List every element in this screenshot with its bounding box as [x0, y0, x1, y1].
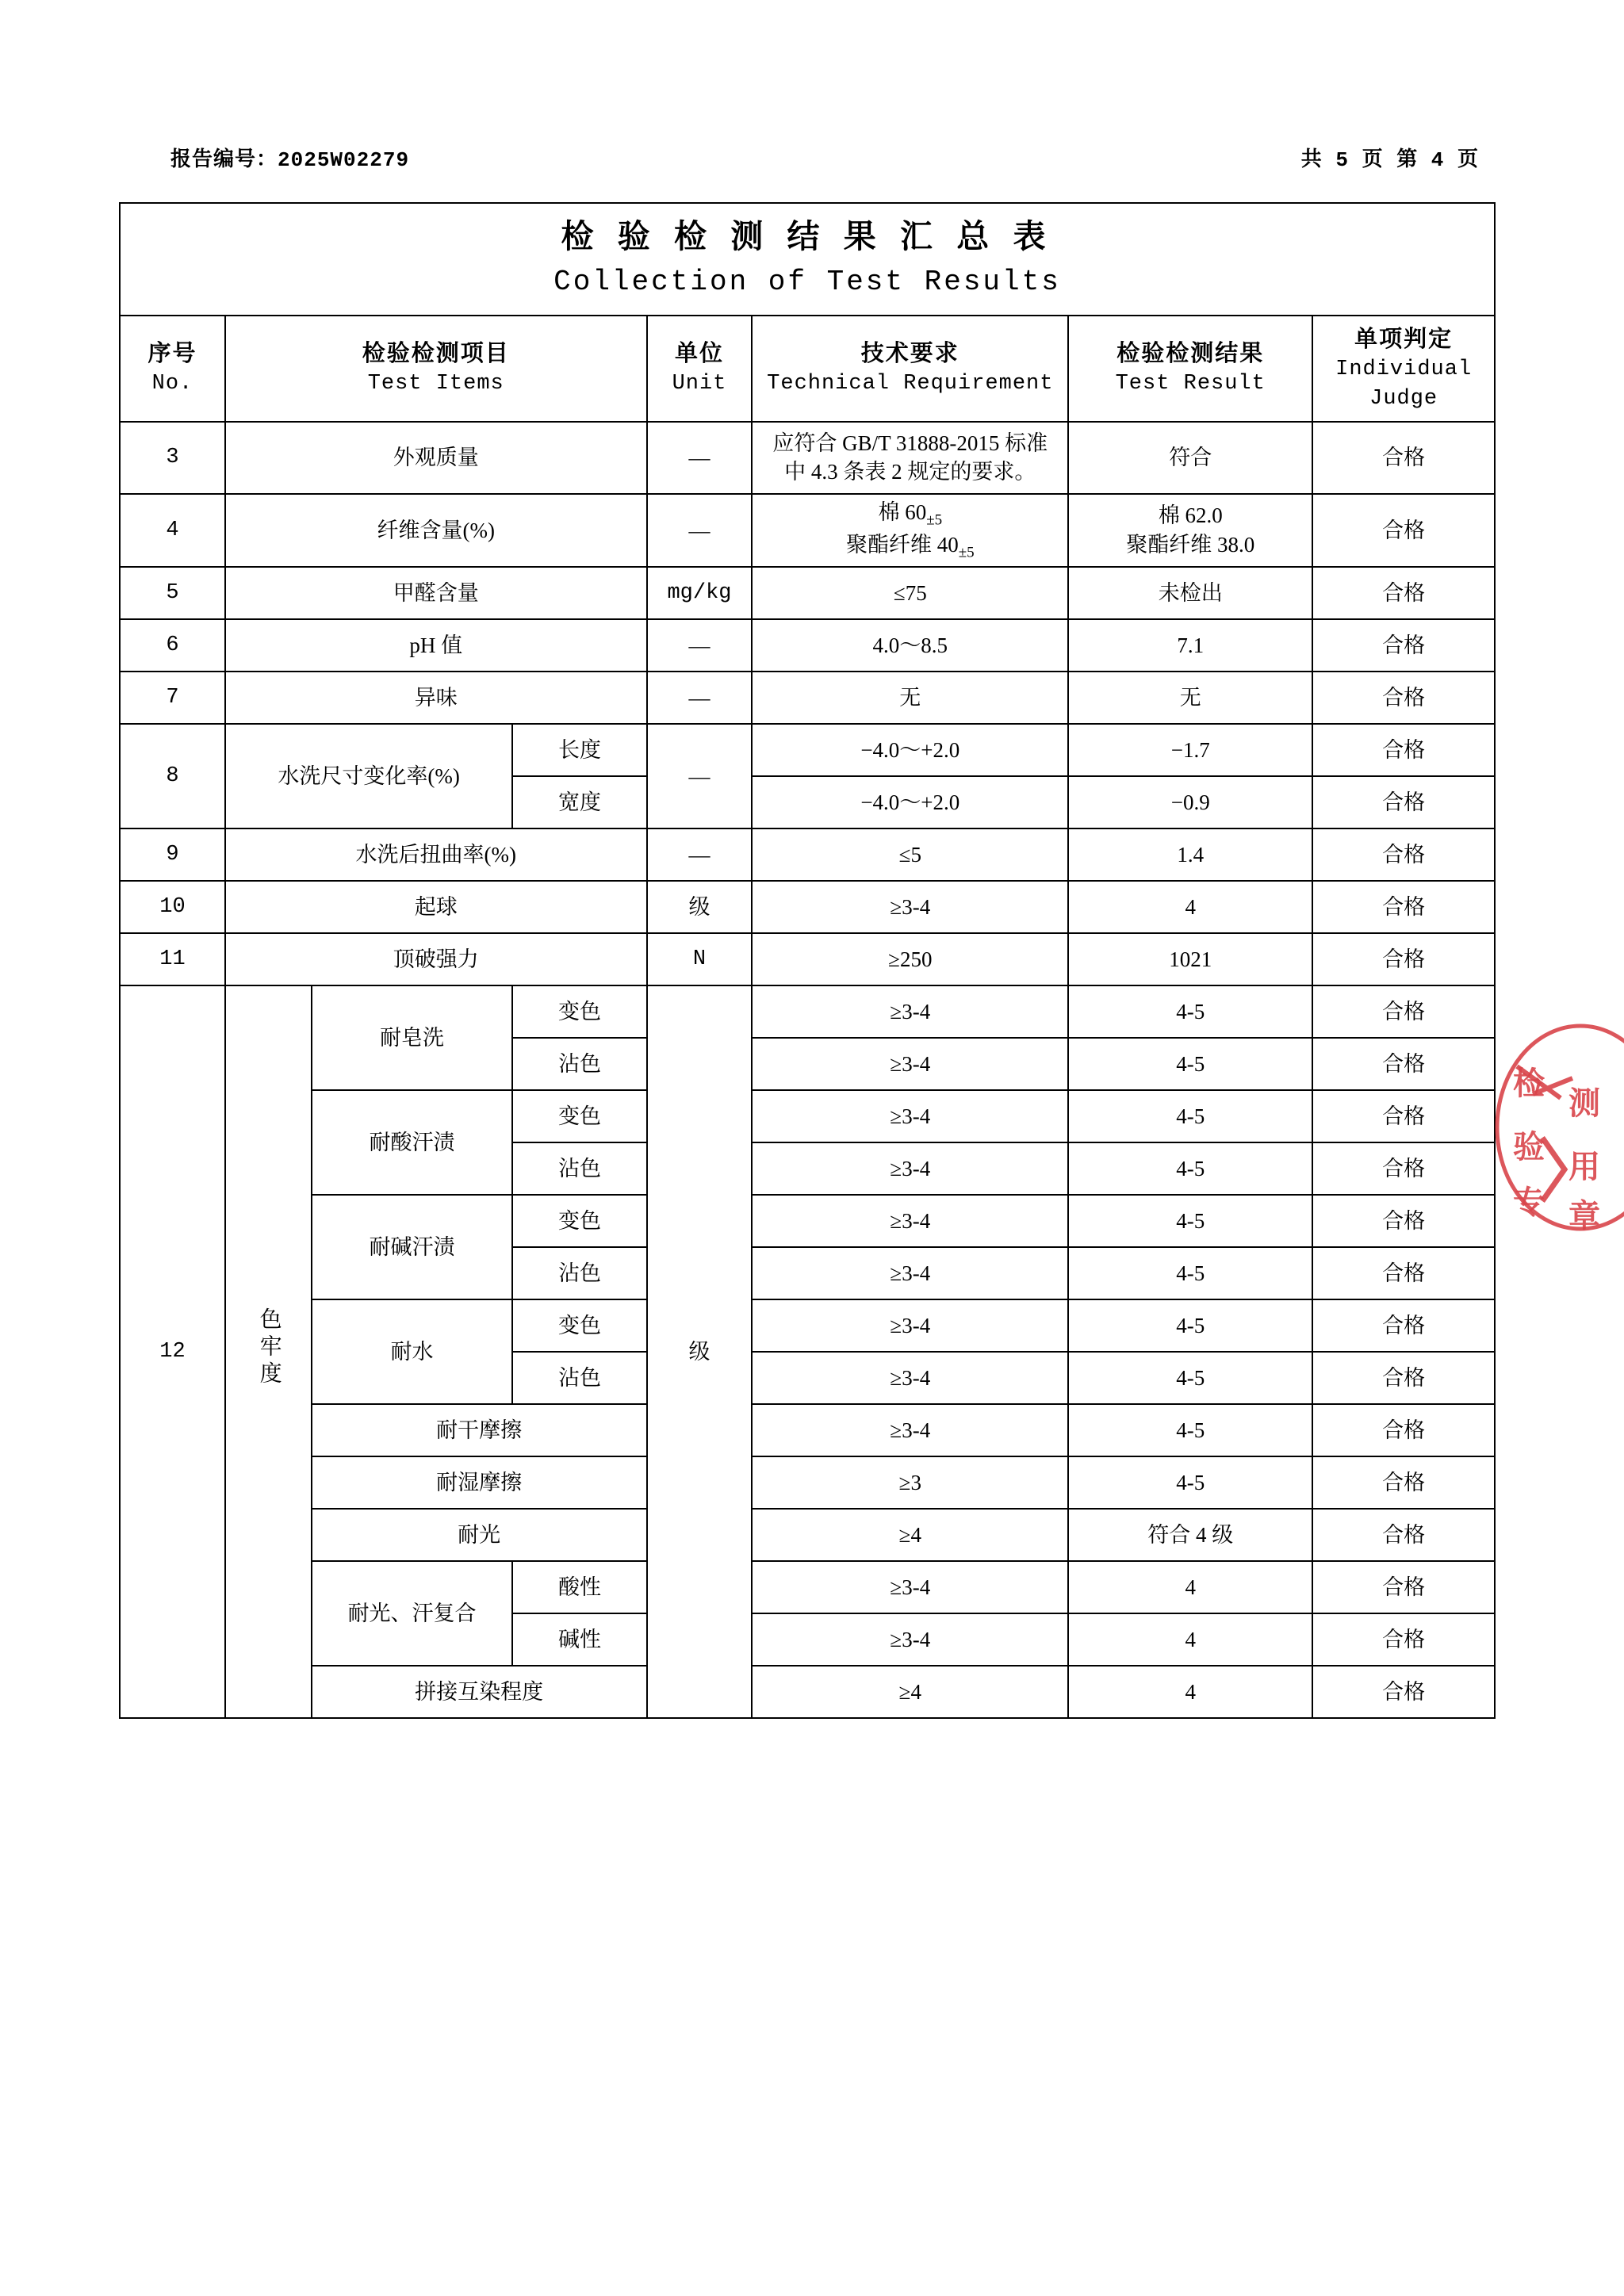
table-row	[120, 1666, 1495, 1718]
row-requirement: ≥3-4	[752, 1352, 1068, 1404]
row-judge: 合格	[1312, 422, 1495, 494]
table-row	[120, 567, 1495, 619]
row-judge: 合格	[1312, 1352, 1495, 1404]
col-header-items	[225, 316, 647, 422]
row-judge: 合格	[1312, 619, 1495, 672]
subitem-name: 耐水	[312, 1299, 513, 1404]
row-judge: 合格	[1312, 776, 1495, 828]
row-result: 4	[1068, 1613, 1312, 1666]
row-result: 无	[1068, 672, 1312, 724]
table-row	[120, 881, 1495, 933]
requirement-line-1	[755, 498, 1065, 530]
table-row	[120, 1195, 1495, 1247]
row-item: 纤维含量(%)	[225, 494, 647, 567]
row-judge: 合格	[1312, 1142, 1495, 1195]
row-unit: N	[647, 933, 753, 985]
col-header-no	[120, 316, 225, 422]
col-header-requirement	[752, 316, 1068, 422]
row-judge: 合格	[1312, 828, 1495, 881]
col-header-no-cn: 序号	[147, 341, 197, 367]
row-result: 1021	[1068, 933, 1312, 985]
row-subitem-label: 宽度	[512, 776, 646, 828]
svg-text:验: 验	[1513, 1129, 1545, 1165]
row-item: 水洗后扭曲率(%)	[225, 828, 647, 881]
row-unit: —	[647, 672, 753, 724]
row-result: 4-5	[1068, 1456, 1312, 1509]
row-judge: 合格	[1312, 1299, 1495, 1352]
row-item: 顶破强力	[225, 933, 647, 985]
row-no: 3	[120, 422, 225, 494]
row-requirement: ≥3-4	[752, 1561, 1068, 1613]
row-requirement: −4.0～+2.0	[752, 776, 1068, 828]
col-header-result-en: Test Result	[1115, 372, 1266, 396]
requirement-line-1-sub: ±5	[926, 511, 943, 529]
row-requirement: 应符合 GB/T 31888-2015 标准中 4.3 条表 2 规定的要求。	[752, 422, 1068, 494]
colorfastness-group-label	[225, 985, 312, 1718]
col-header-unit-en: Unit	[672, 372, 727, 396]
row-result: 符合 4 级	[1068, 1509, 1312, 1561]
col-header-judge-cn: 单项判定	[1354, 326, 1454, 352]
row-requirement: ≤5	[752, 828, 1068, 881]
aspect-label: 沾色	[512, 1247, 646, 1299]
svg-text:用: 用	[1568, 1149, 1600, 1184]
row-result: −1.7	[1068, 724, 1312, 776]
report-number	[170, 143, 409, 172]
row-unit: 级	[647, 985, 753, 1718]
table-row	[120, 422, 1495, 494]
row-unit: —	[647, 619, 753, 672]
row-result: 4-5	[1068, 985, 1312, 1038]
table-row	[120, 1456, 1495, 1509]
subitem-name: 拼接互染程度	[312, 1666, 647, 1718]
row-judge: 合格	[1312, 1404, 1495, 1456]
requirement-line-2	[755, 530, 1065, 563]
table-row	[120, 1561, 1495, 1613]
row-requirement: 4.0～8.5	[752, 619, 1068, 672]
row-requirement: ≥3	[752, 1456, 1068, 1509]
row-result: 7.1	[1068, 619, 1312, 672]
row-result: 4-5	[1068, 1038, 1312, 1090]
row-judge: 合格	[1312, 933, 1495, 985]
row-judge: 合格	[1312, 1195, 1495, 1247]
col-header-requirement-en: Technical Requirement	[767, 372, 1054, 396]
table-row	[120, 1509, 1495, 1561]
row-result: 1.4	[1068, 828, 1312, 881]
row-requirement: ≥3-4	[752, 881, 1068, 933]
row-judge: 合格	[1312, 1456, 1495, 1509]
row-requirement: ≥3-4	[752, 1613, 1068, 1666]
row-result: 4-5	[1068, 1195, 1312, 1247]
table-row	[120, 724, 1495, 776]
requirement-line-2-text: 聚酯纤维 40	[845, 532, 959, 557]
table-row	[120, 1090, 1495, 1142]
row-judge: 合格	[1312, 1561, 1495, 1613]
subitem-name: 耐皂洗	[312, 985, 513, 1090]
col-header-unit-cn: 单位	[674, 341, 724, 367]
row-judge: 合格	[1312, 881, 1495, 933]
table-title-cell	[120, 203, 1495, 316]
row-judge: 合格	[1312, 1247, 1495, 1299]
col-header-items-en: Test Items	[367, 372, 504, 396]
row-no: 12	[120, 985, 225, 1718]
col-header-judge-en: Individual Judge	[1335, 358, 1473, 411]
row-result: 4	[1068, 1561, 1312, 1613]
red-seal-stamp	[1485, 1019, 1624, 1237]
page-header	[170, 143, 1479, 172]
row-requirement: ≥3-4	[752, 1142, 1068, 1195]
col-header-unit	[647, 316, 753, 422]
table-row	[120, 619, 1495, 672]
row-judge: 合格	[1312, 567, 1495, 619]
row-no: 6	[120, 619, 225, 672]
subitem-name: 耐碱汗渍	[312, 1195, 513, 1299]
aspect-label: 变色	[512, 1299, 646, 1352]
row-result: 4-5	[1068, 1090, 1312, 1142]
row-result: 4-5	[1068, 1299, 1312, 1352]
aspect-label: 酸性	[512, 1561, 646, 1613]
row-result: 4-5	[1068, 1247, 1312, 1299]
row-requirement: ≤75	[752, 567, 1068, 619]
row-requirement	[752, 494, 1068, 567]
row-judge: 合格	[1312, 1090, 1495, 1142]
row-unit: —	[647, 422, 753, 494]
row-result	[1068, 494, 1312, 567]
row-requirement: ≥3-4	[752, 1038, 1068, 1090]
row-no: 5	[120, 567, 225, 619]
aspect-label: 沾色	[512, 1142, 646, 1195]
row-judge: 合格	[1312, 1613, 1495, 1666]
row-result: −0.9	[1068, 776, 1312, 828]
row-requirement: −4.0～+2.0	[752, 724, 1068, 776]
col-header-no-en: No.	[151, 372, 193, 396]
subitem-name: 耐干摩擦	[312, 1404, 647, 1456]
svg-text:章: 章	[1568, 1198, 1600, 1234]
table-row	[120, 494, 1495, 567]
requirement-line-2-sub: ±5	[958, 544, 975, 561]
row-unit: 级	[647, 881, 753, 933]
row-unit: —	[647, 828, 753, 881]
row-judge: 合格	[1312, 1666, 1495, 1718]
row-unit: mg/kg	[647, 567, 753, 619]
row-result: 未检出	[1068, 567, 1312, 619]
report-number-value: 2025W02279	[278, 148, 410, 172]
row-no: 9	[120, 828, 225, 881]
row-judge: 合格	[1312, 672, 1495, 724]
row-requirement: 无	[752, 672, 1068, 724]
row-item: pH 值	[225, 619, 647, 672]
aspect-label: 沾色	[512, 1038, 646, 1090]
row-no: 4	[120, 494, 225, 567]
subitem-name: 耐光、汗复合	[312, 1561, 513, 1666]
row-result: 4	[1068, 1666, 1312, 1718]
col-header-result	[1068, 316, 1312, 422]
row-no: 11	[120, 933, 225, 985]
svg-text:专: 专	[1513, 1184, 1545, 1220]
row-result: 4-5	[1068, 1352, 1312, 1404]
colorfastness-group-label-text: 色牢度	[256, 1307, 282, 1389]
row-requirement: ≥3-4	[752, 985, 1068, 1038]
row-item: 水洗尺寸变化率(%)	[225, 724, 512, 828]
row-subitem-label: 长度	[512, 724, 646, 776]
row-result: 4-5	[1068, 1404, 1312, 1456]
table-row	[120, 672, 1495, 724]
row-item: 甲醛含量	[225, 567, 647, 619]
row-requirement: ≥4	[752, 1509, 1068, 1561]
row-requirement: ≥3-4	[752, 1090, 1068, 1142]
test-results-table	[119, 202, 1496, 1719]
col-header-requirement-cn: 技术要求	[860, 341, 959, 367]
row-no: 8	[120, 724, 225, 828]
row-item: 外观质量	[225, 422, 647, 494]
result-line-1: 棉 62.0	[1158, 503, 1223, 528]
table-row	[120, 1404, 1495, 1456]
row-requirement: ≥3-4	[752, 1404, 1068, 1456]
row-judge: 合格	[1312, 1038, 1495, 1090]
table-title-en: Collection of Test Results	[553, 266, 1061, 299]
row-item: 异味	[225, 672, 647, 724]
aspect-label: 变色	[512, 1090, 646, 1142]
row-judge: 合格	[1312, 724, 1495, 776]
result-line-2: 聚酯纤维 38.0	[1126, 532, 1255, 557]
aspect-label: 沾色	[512, 1352, 646, 1404]
row-unit: —	[647, 724, 753, 828]
row-judge: 合格	[1312, 985, 1495, 1038]
report-number-label: 报告编号：	[170, 147, 278, 170]
row-requirement: ≥3-4	[752, 1299, 1068, 1352]
svg-text:检: 检	[1513, 1066, 1545, 1101]
table-row	[120, 1299, 1495, 1352]
table-header-row	[120, 316, 1495, 422]
row-result: 符合	[1068, 422, 1312, 494]
row-requirement: ≥250	[752, 933, 1068, 985]
table-row	[120, 933, 1495, 985]
subitem-name: 耐湿摩擦	[312, 1456, 647, 1509]
table-row	[120, 828, 1495, 881]
row-result: 4	[1068, 881, 1312, 933]
row-requirement: ≥3-4	[752, 1247, 1068, 1299]
aspect-label: 碱性	[512, 1613, 646, 1666]
requirement-line-1-text: 棉 60	[878, 499, 927, 524]
row-requirement: ≥4	[752, 1666, 1068, 1718]
table-title-cn: 检 验 检 测 结 果 汇 总 表	[561, 218, 1054, 254]
subitem-name: 耐酸汗渍	[312, 1090, 513, 1195]
row-result: 4-5	[1068, 1142, 1312, 1195]
aspect-label: 变色	[512, 1195, 646, 1247]
row-judge: 合格	[1312, 494, 1495, 567]
row-item: 起球	[225, 881, 647, 933]
col-header-result-cn: 检验检测结果	[1116, 341, 1265, 367]
table-title-row	[120, 203, 1495, 316]
row-no: 10	[120, 881, 225, 933]
row-judge: 合格	[1312, 1509, 1495, 1561]
row-requirement: ≥3-4	[752, 1195, 1068, 1247]
col-header-items-cn: 检验检测项目	[362, 341, 510, 367]
row-unit: —	[647, 494, 753, 567]
col-header-judge	[1312, 316, 1495, 422]
table-row	[120, 985, 1495, 1038]
row-no: 7	[120, 672, 225, 724]
aspect-label: 变色	[512, 985, 646, 1038]
svg-text:测: 测	[1568, 1085, 1600, 1121]
subitem-name: 耐光	[312, 1509, 647, 1561]
page-indicator: 共 5 页 第 4 页	[1300, 148, 1479, 172]
